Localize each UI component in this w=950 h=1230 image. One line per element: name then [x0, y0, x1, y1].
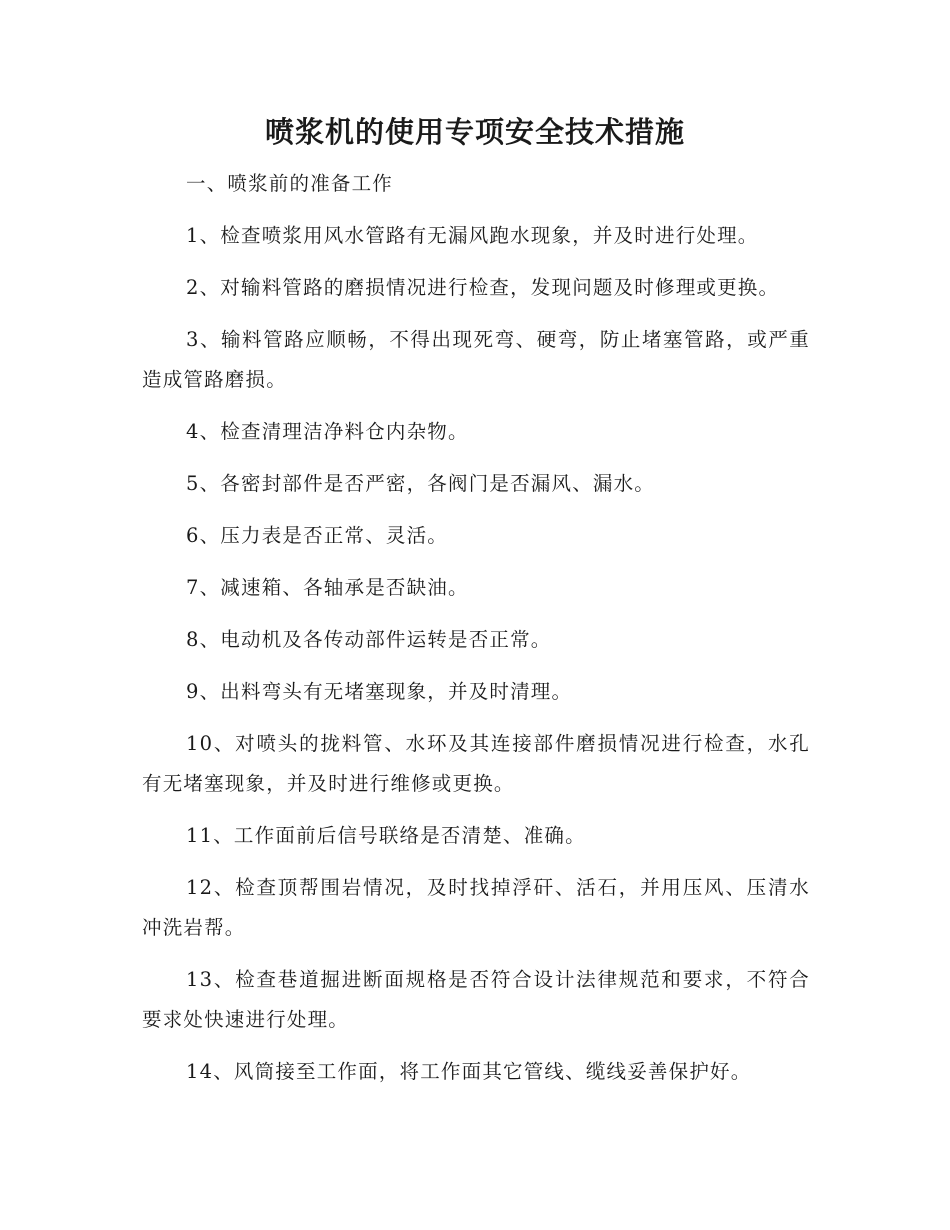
list-item: 14、风筒接至工作面，将工作面其它管线、缆线妥善保护好。	[186, 1060, 752, 1083]
document-body	[142, 164, 810, 1104]
list-item: 9、出料弯头有无堵塞现象，并及时清理。	[186, 680, 573, 703]
list-item: 10、对喷头的拢料管、水环及其连接部件磨损情况进行检查，水孔有无堵塞现象，并及时进行维修或更换。	[142, 732, 810, 795]
list-item: 12、检查顶帮围岩情况，及时找掉浮矸、活石，并用压风、压清水冲洗岩帮。	[142, 876, 810, 939]
list-item: 13、检查巷道掘进断面规格是否符合设计法律规范和要求，不符合要求处快速进行处理。	[142, 968, 810, 1031]
document-title: 喷浆机的使用专项安全技术措施	[264, 115, 685, 149]
list-item: 7、减速箱、各轴承是否缺油。	[186, 576, 469, 599]
list-item: 6、压力表是否正常、灵活。	[186, 524, 449, 547]
list-item: 3、输料管路应顺畅，不得出现死弯、硬弯，防止堵塞管路，或严重造成管路磨损。	[142, 328, 810, 391]
list-item: 8、电动机及各传动部件运转是否正常。	[186, 628, 552, 651]
section-heading: 一、喷浆前的准备工作	[186, 172, 394, 195]
list-item: 5、各密封部件是否严密，各阀门是否漏风、漏水。	[186, 472, 656, 495]
list-item: 4、检查清理洁净料仓内杂物。	[186, 420, 469, 443]
list-item: 11、工作面前后信号联络是否清楚、准确。	[186, 824, 586, 847]
list-item: 1、检查喷浆用风水管路有无漏风跑水现象，并及时进行处理。	[186, 224, 759, 247]
list-item: 2、对输料管路的磨损情况进行检查，发现问题及时修理或更换。	[186, 276, 780, 299]
